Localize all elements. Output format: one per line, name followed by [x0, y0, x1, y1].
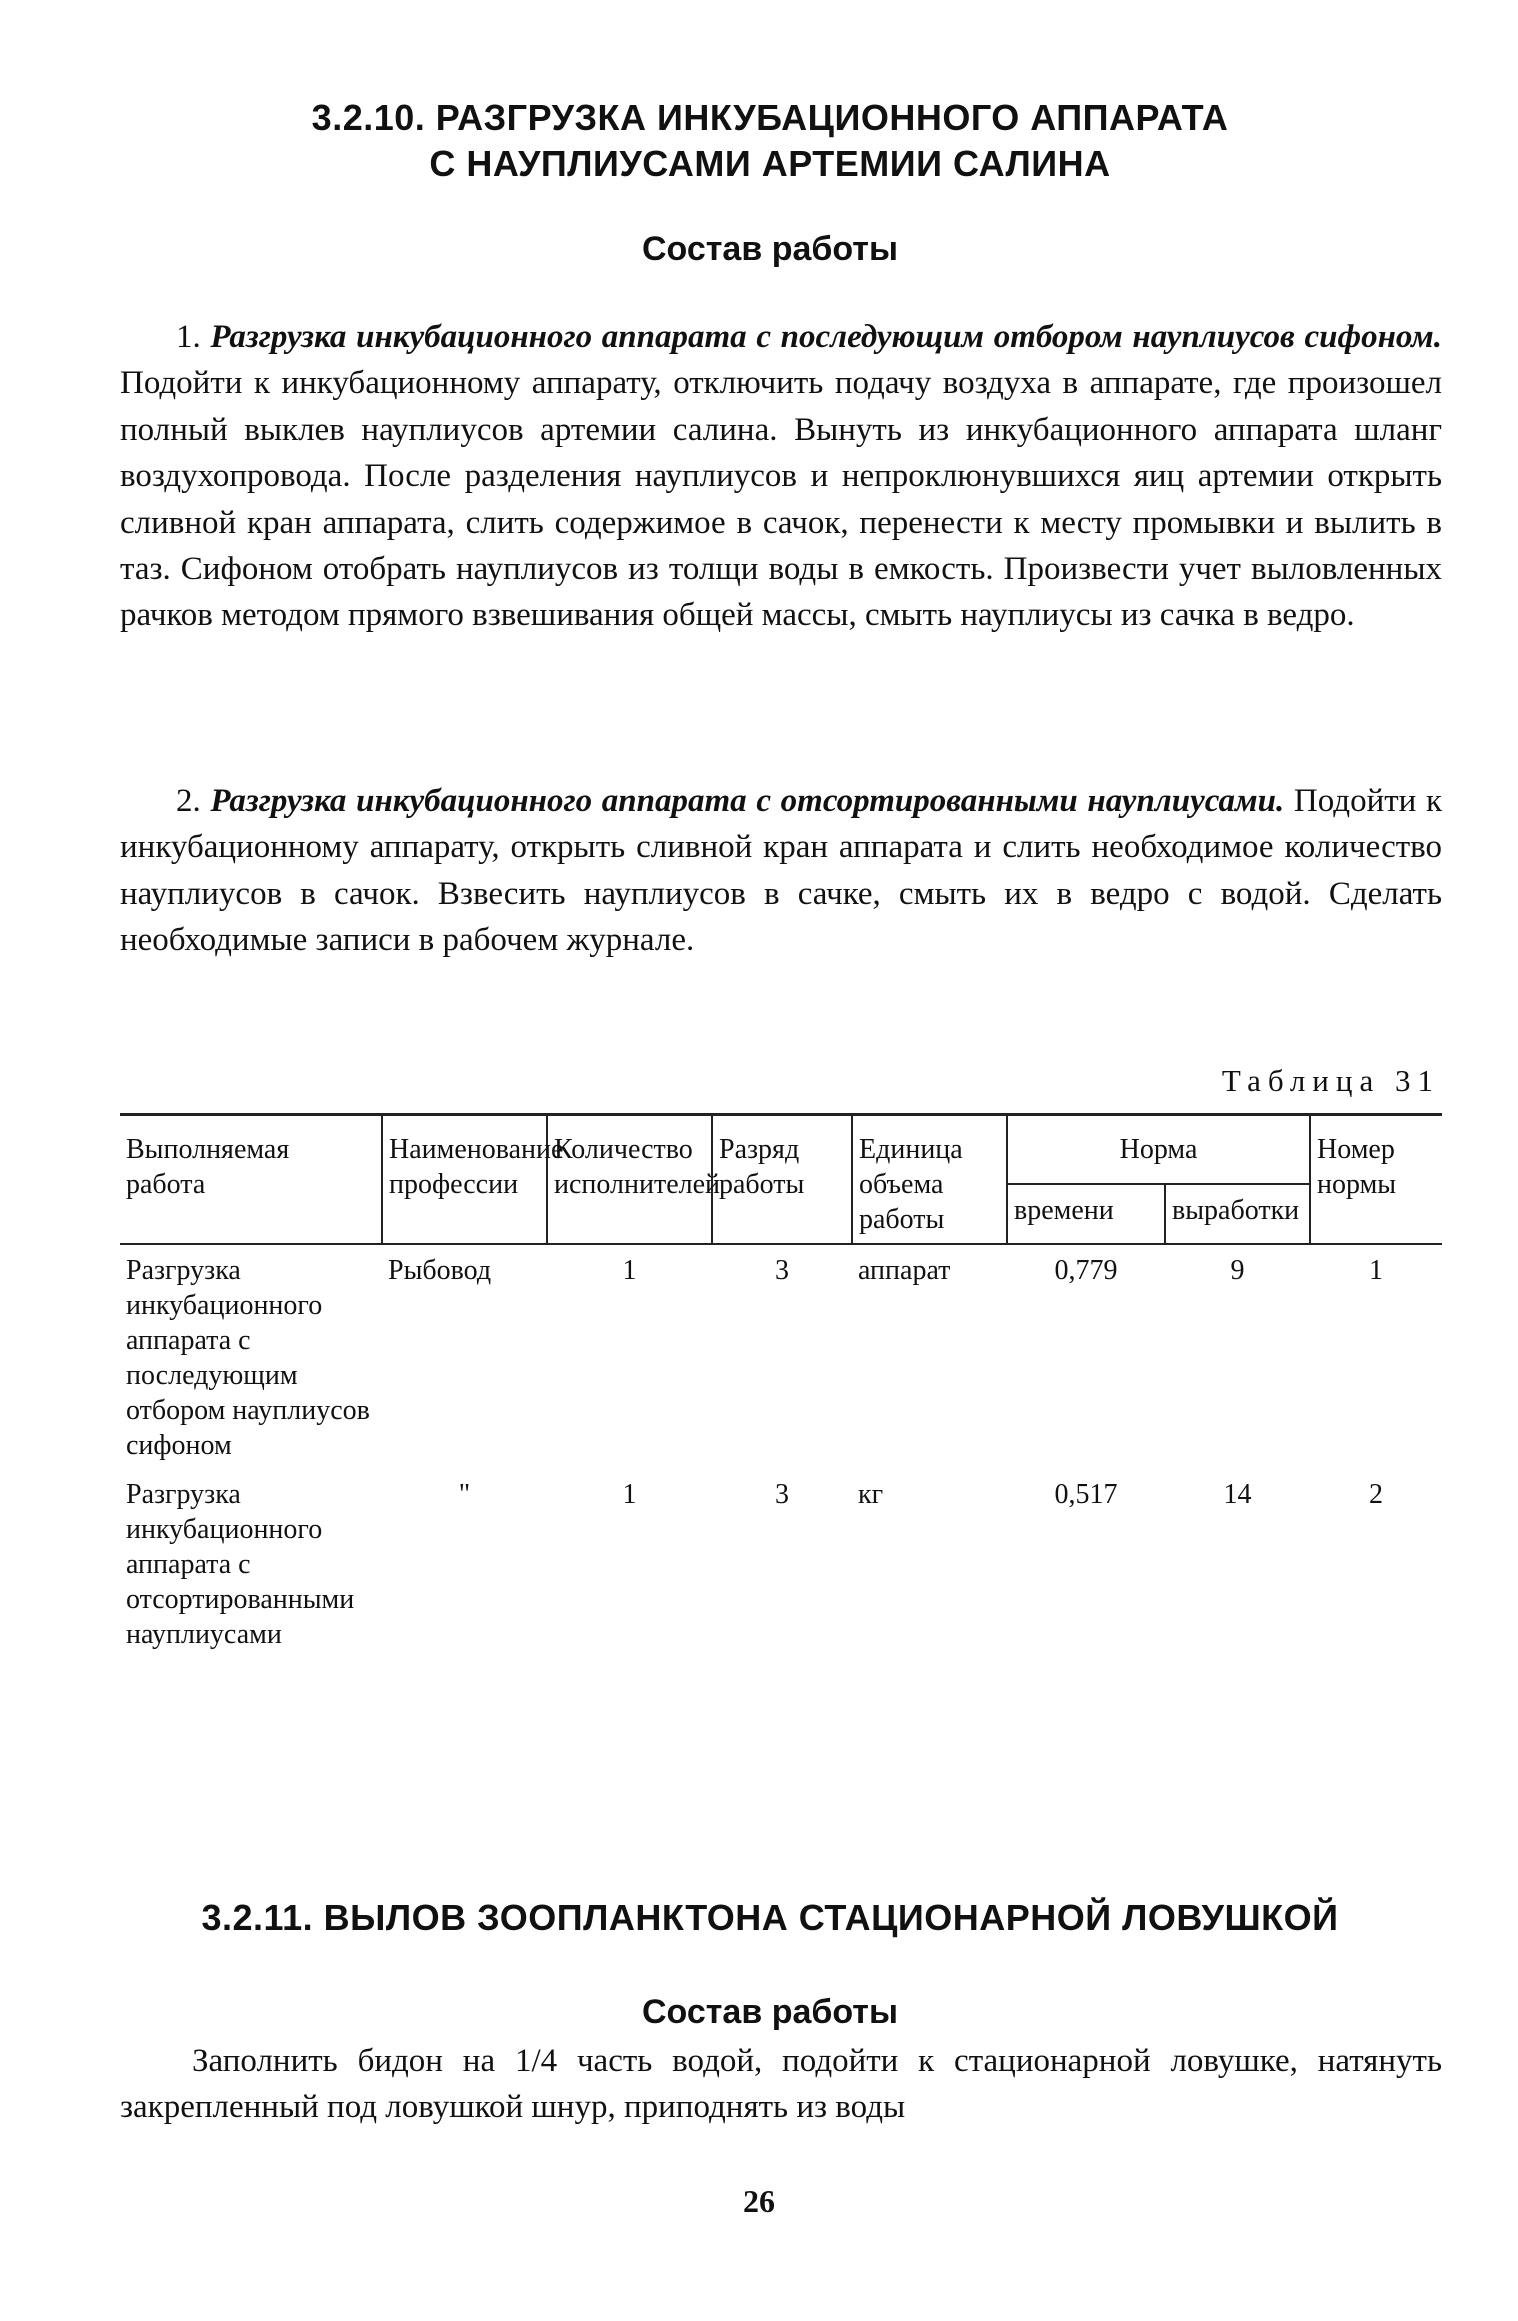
- header-profession: Наименование профессии: [382, 1115, 547, 1245]
- section-subtitle: Состав работы: [642, 230, 898, 268]
- header-norm: Норма: [1007, 1115, 1310, 1185]
- header-work: Выполняемая работа: [120, 1115, 382, 1245]
- cell-work: Разгрузка инкубационного аппарата с последующим отбором науплиусов сифоном: [126, 1255, 370, 1461]
- section2-title: 3.2.11. ВЫЛОВ ЗООПЛАНКТОНА СТАЦИОНАРНОЙ ЛОВУШКОЙ: [201, 1897, 1339, 1938]
- cell-time: 0,779: [1054, 1255, 1118, 1286]
- cell-output: 9: [1230, 1255, 1245, 1286]
- header-grade: Разряд работы: [712, 1115, 852, 1245]
- paragraph-1-text: Подойти к инкубационному аппарату, отключить подачу воздуха в аппарате, где произошел полный выклев науплиусов артемии салина. Вынуть из инкубационного аппарата шланг воздухопровода. После разделения науплиусов и непроклюнувшихся яиц артемии открыть сливной кран аппарата, слить содержимое в сачок, перенести к месту промывки и вылить в таз. Сифоном отобрать науплиусов из толщи воды в емкость. Произвести учет выловленных рачков методом прямого взвешивания общей массы, смыть науплиусы из сачка в ведро.: [120, 365, 1442, 634]
- section-title-line2: С НАУПЛИУСАМИ АРТЕМИИ САЛИНА: [429, 143, 1111, 184]
- paragraph-2-number: 2.: [176, 783, 211, 819]
- header-norm-time: времени: [1007, 1184, 1165, 1244]
- cell-number: 2: [1369, 1479, 1384, 1510]
- paragraph-1: [120, 314, 1442, 639]
- section2-subtitle: Состав работы: [642, 1993, 898, 2031]
- cell-profession: ": [458, 1479, 471, 1510]
- paragraph-2-text: Подойти к инкубационному аппарату, открыть сливной кран аппарата и слить необходимое количество науплиусов в сачок. Взвесить науплиусов в сачке, смыть их в ведро с водой. Сделать необходимые записи в рабочем журнале.: [120, 783, 1443, 959]
- paragraph-1-number: 1.: [176, 319, 211, 355]
- cell-work: Разгрузка инкубационного аппарата с отсортированными науплиусами: [126, 1479, 355, 1650]
- cell-count: 1: [622, 1479, 637, 1510]
- cell-grade: 3: [775, 1255, 789, 1286]
- cell-time: 0,517: [1054, 1479, 1118, 1510]
- header-unit: Единица объема работы: [852, 1115, 1007, 1245]
- cell-grade: 3: [775, 1479, 789, 1510]
- header-count: Количество исполнителей: [547, 1115, 712, 1245]
- section-title-line1: 3.2.10. РАЗГРУЗКА ИНКУБАЦИОННОГО АППАРАТА: [311, 97, 1229, 138]
- section2-paragraph: Заполнить бидон на 1/4 часть водой, подойти к стационарной ловушке, натянуть закрепленный под ловушкой шнур, приподнять из воды: [120, 2043, 1442, 2126]
- cell-number: 1: [1369, 1255, 1384, 1286]
- paragraph-2: [120, 778, 1442, 964]
- cell-count: 1: [622, 1255, 637, 1286]
- cell-unit: кг: [858, 1479, 884, 1510]
- page-number: 26: [743, 2183, 775, 2219]
- table-caption: Таблица 31: [1221, 1063, 1440, 1098]
- norms-table: [120, 1113, 1442, 1658]
- header-norm-number: Номер нормы: [1310, 1115, 1442, 1245]
- header-norm-output: выработки: [1165, 1184, 1310, 1244]
- table-row: [120, 1244, 1442, 1469]
- cell-output: 14: [1223, 1479, 1252, 1510]
- paragraph-1-lead: Разгрузка инкубационного аппарата с последующим отбором науплиусов сифоном.: [210, 319, 1442, 355]
- table-row: [120, 1469, 1442, 1658]
- cell-profession: Рыбовод: [388, 1255, 492, 1286]
- paragraph-2-lead: Разгрузка инкубационного аппарата с отсортированными науплиусами.: [210, 783, 1285, 819]
- cell-unit: аппарат: [858, 1255, 951, 1286]
